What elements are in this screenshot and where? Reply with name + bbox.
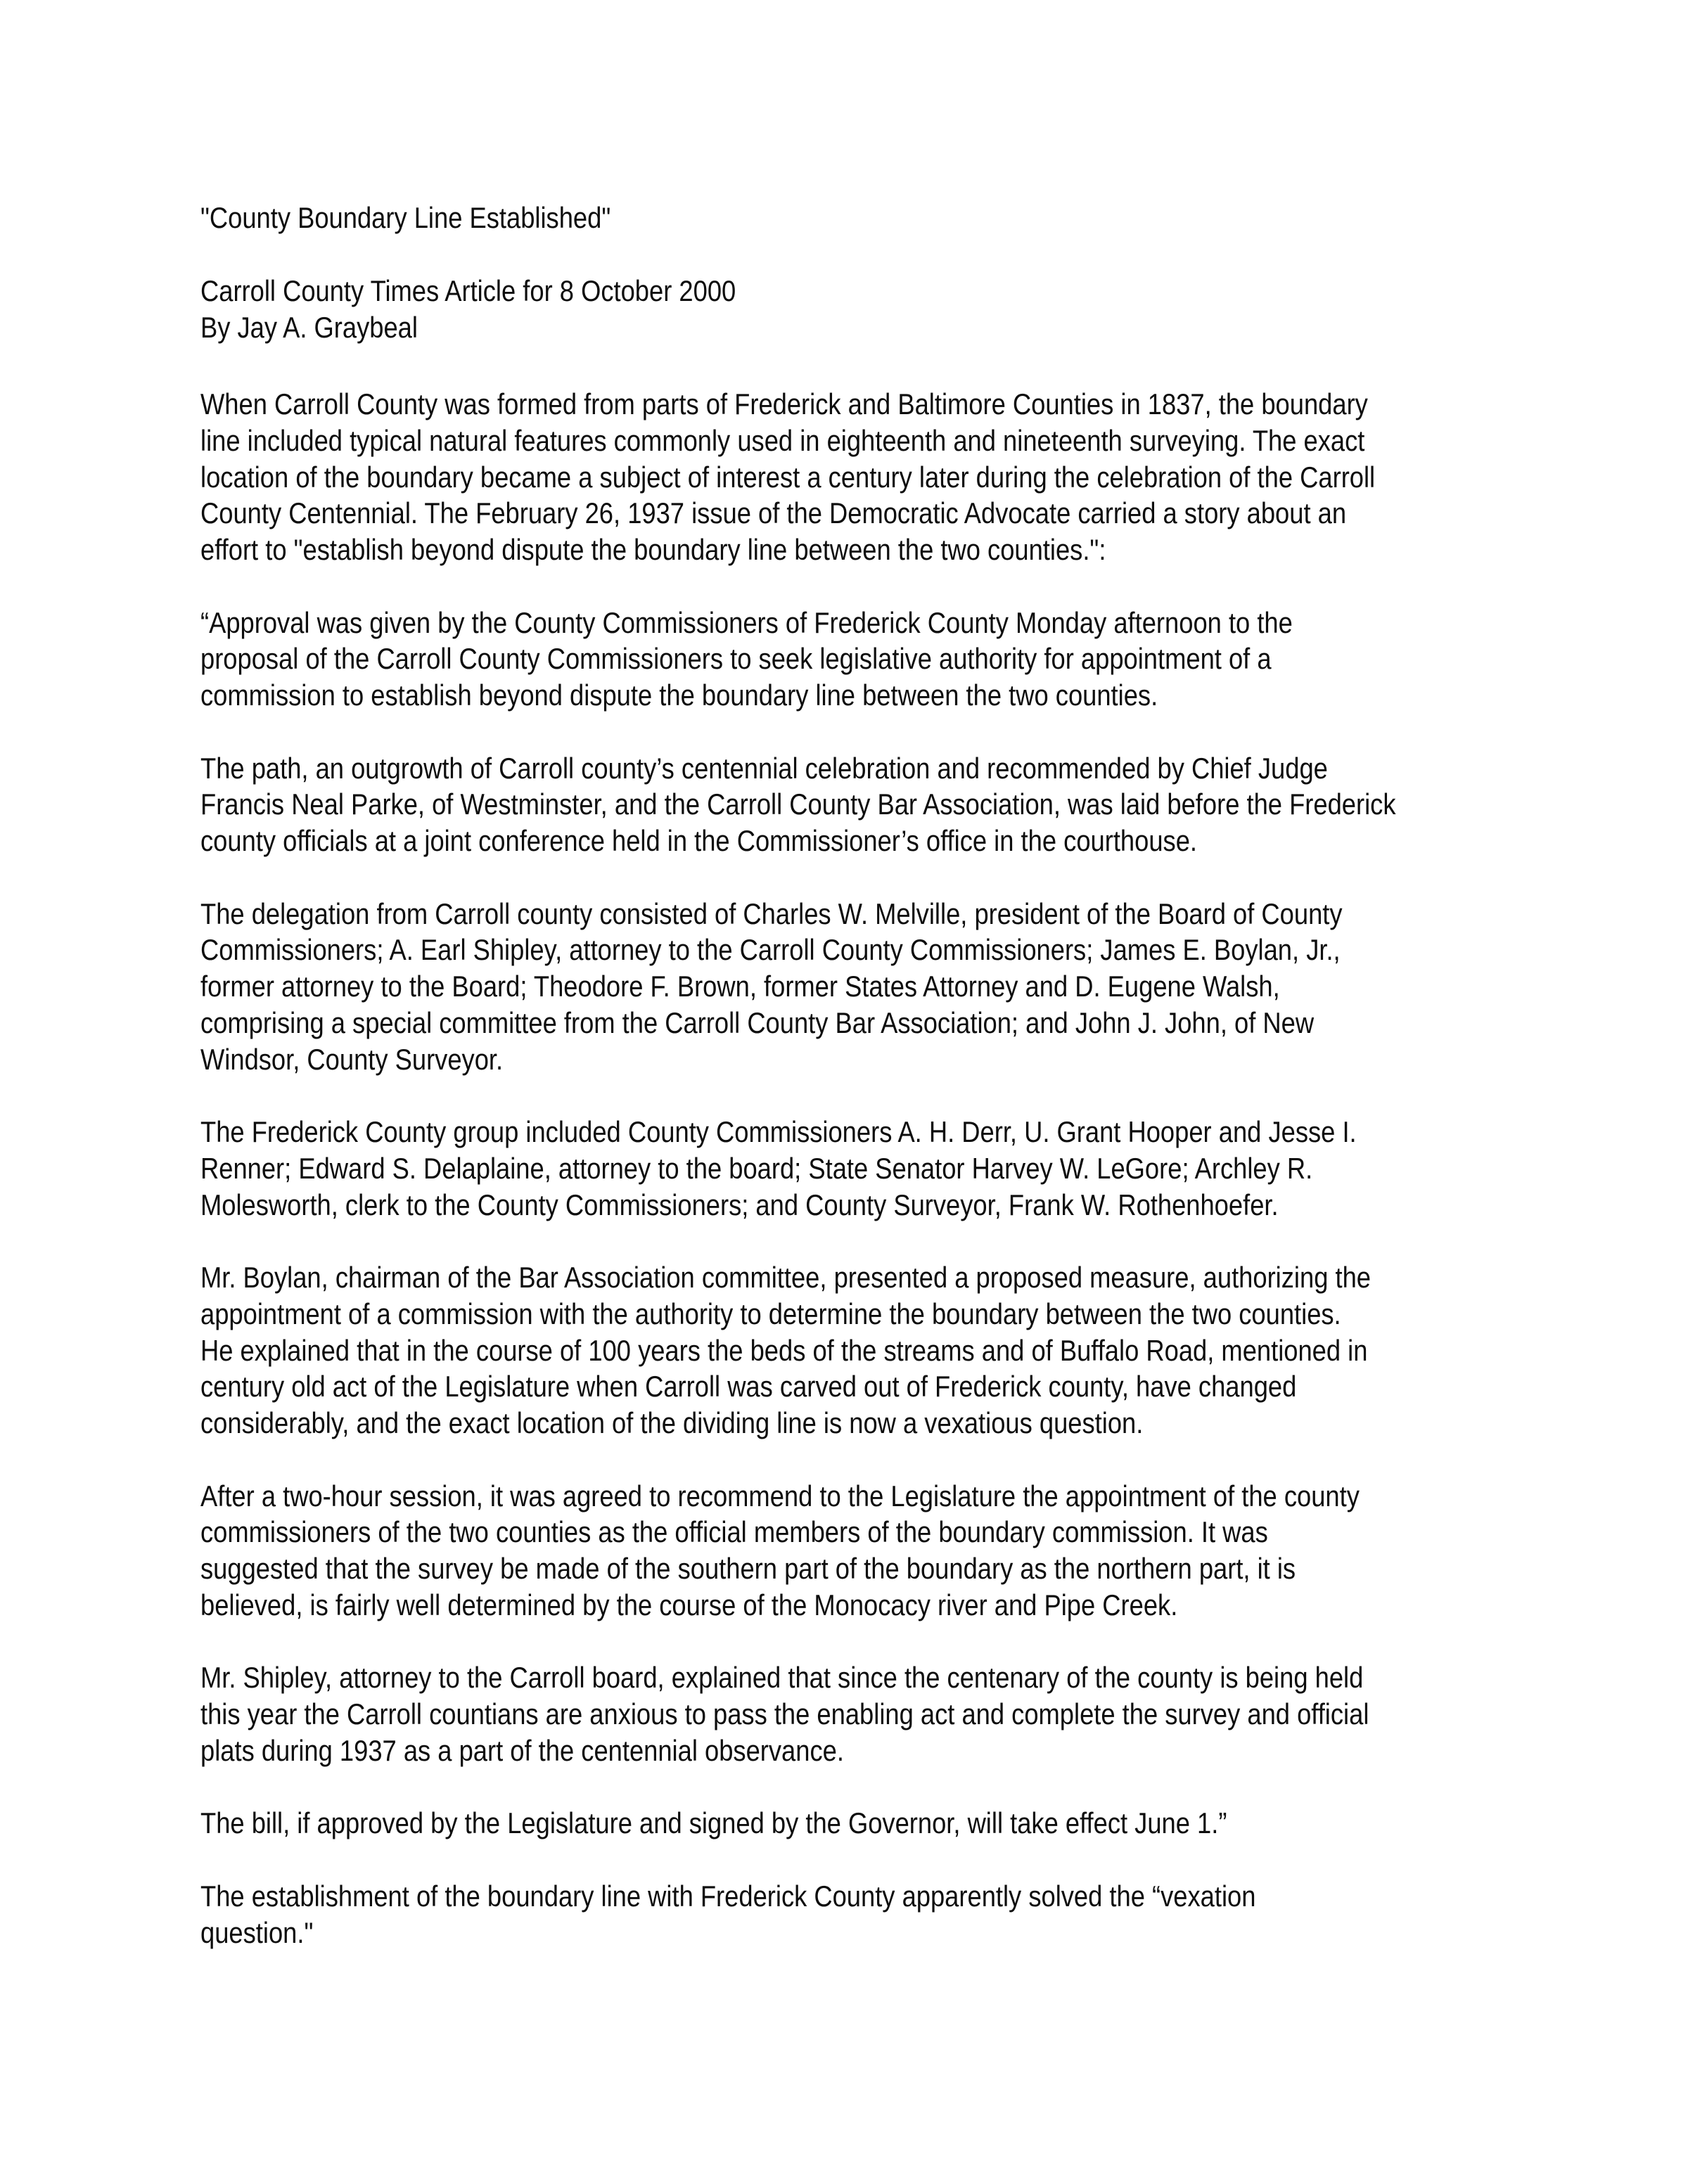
text-line: commissioners of the two counties as the official members of the boundary commission. It was: [200, 1515, 1268, 1549]
text-line: The bill, if approved by the Legislature and signed by the Governor, will take effect June 1.”: [200, 1806, 1227, 1840]
text-line: commission to establish beyond dispute the boundary line between the two counties.: [200, 679, 1158, 712]
paragraph-4: [200, 896, 1396, 1078]
text-line: The path, an outgrowth of Carroll county’s centennial celebration and recommended by Chief Judge: [200, 751, 1328, 785]
text-line: location of the boundary became a subject of interest a century later during the celebration of the Carroll: [200, 460, 1376, 494]
text-line: effort to "establish beyond dispute the boundary line between the two counties.":: [200, 533, 1106, 566]
text-line: appointment of a commission with the authority to determine the boundary between the two counties.: [200, 1297, 1341, 1330]
text-line: Francis Neal Parke, of Westminster, and the Carroll County Bar Association, was laid before the Frederick: [200, 788, 1396, 821]
text-line: this year the Carroll countians are anxious to pass the enabling act and complete the survey and official: [200, 1697, 1369, 1730]
text-line: Commissioners; A. Earl Shipley, attorney to the Carroll County Commissioners; James E. Boylan, Jr.,: [200, 933, 1341, 967]
text-line: considerably, and the exact location of the dividing line is now a vexatious question.: [200, 1406, 1144, 1439]
text-line: Molesworth, clerk to the County Commissioners; and County Surveyor, Frank W. Rothenhoefer.: [200, 1188, 1279, 1221]
text-line: He explained that in the course of 100 years the beds of the streams and of Buffalo Road, mentioned in: [200, 1333, 1368, 1367]
document-header: [200, 200, 610, 236]
text-line: The Frederick County group included County Commissioners A. H. Derr, U. Grant Hooper and Jesse I.: [200, 1115, 1357, 1148]
paragraph-3: [200, 750, 1396, 859]
text-line: The establishment of the boundary line with Frederick County apparently solved the “vexation: [200, 1879, 1256, 1913]
text-line: suggested that the survey be made of the southern part of the boundary as the northern part, it is: [200, 1552, 1296, 1585]
paragraph-1: [200, 386, 1396, 568]
article-body: [200, 386, 1396, 1951]
article-meta: [200, 273, 736, 346]
text-line: line included typical natural features commonly used in eighteenth and nineteenth surveying. The exact: [200, 423, 1365, 457]
text-line: County Centennial. The February 26, 1937 issue of the Democratic Advocate carried a story about an: [200, 496, 1347, 530]
paragraph-10: [200, 1878, 1396, 1951]
text-line: century old act of the Legislature when Carroll was carved out of Frederick county, have changed: [200, 1370, 1297, 1403]
text-line: When Carroll County was formed from parts of Frederick and Baltimore Counties in 1837, the boundary: [200, 387, 1368, 420]
text-line: county officials at a joint conference held in the Commissioner’s office in the courthouse.: [200, 824, 1198, 857]
byline: By Jay A. Graybeal: [200, 310, 418, 344]
text-line: comprising a special committee from the Carroll County Bar Association; and John J. John, of New: [200, 1006, 1315, 1039]
text-line: After a two-hour session, it was agreed to recommend to the Legislature the appointment of the county: [200, 1479, 1360, 1512]
paragraph-7: [200, 1478, 1396, 1624]
paragraph-2: [200, 605, 1396, 714]
paragraph-5: [200, 1114, 1396, 1223]
text-line: believed, is fairly well determined by the course of the Monocacy river and Pipe Creek.: [200, 1588, 1178, 1621]
text-line: The delegation from Carroll county consisted of Charles W. Melville, president of the Board of County: [200, 897, 1343, 930]
text-line: Windsor, County Surveyor.: [200, 1042, 504, 1076]
text-line: Mr. Boylan, chairman of the Bar Association committee, presented a proposed measure, authorizing the: [200, 1261, 1372, 1294]
article-title: "County Boundary Line Established": [200, 201, 611, 234]
text-line: plats during 1937 as a part of the centennial observance.: [200, 1733, 844, 1767]
text-line: Renner; Edward S. Delaplaine, attorney to the board; State Senator Harvey W. LeGore; Archley R.: [200, 1151, 1313, 1185]
publication-line: Carroll County Times Article for 8 October 2000: [200, 274, 736, 307]
text-line: question.": [200, 1915, 314, 1949]
paragraph-8: [200, 1659, 1396, 1768]
text-line: former attorney to the Board; Theodore F. Brown, former States Attorney and D. Eugene Walsh,: [200, 970, 1280, 1003]
text-line: “Approval was given by the County Commissioners of Frederick County Monday afternoon to the: [200, 605, 1293, 639]
paragraph-9: [200, 1805, 1396, 1842]
text-line: proposal of the Carroll County Commissioners to seek legislative authority for appointment of a: [200, 642, 1272, 676]
text-line: Mr. Shipley, attorney to the Carroll board, explained that since the centenary of the county is being held: [200, 1661, 1364, 1695]
paragraph-6: [200, 1259, 1396, 1441]
